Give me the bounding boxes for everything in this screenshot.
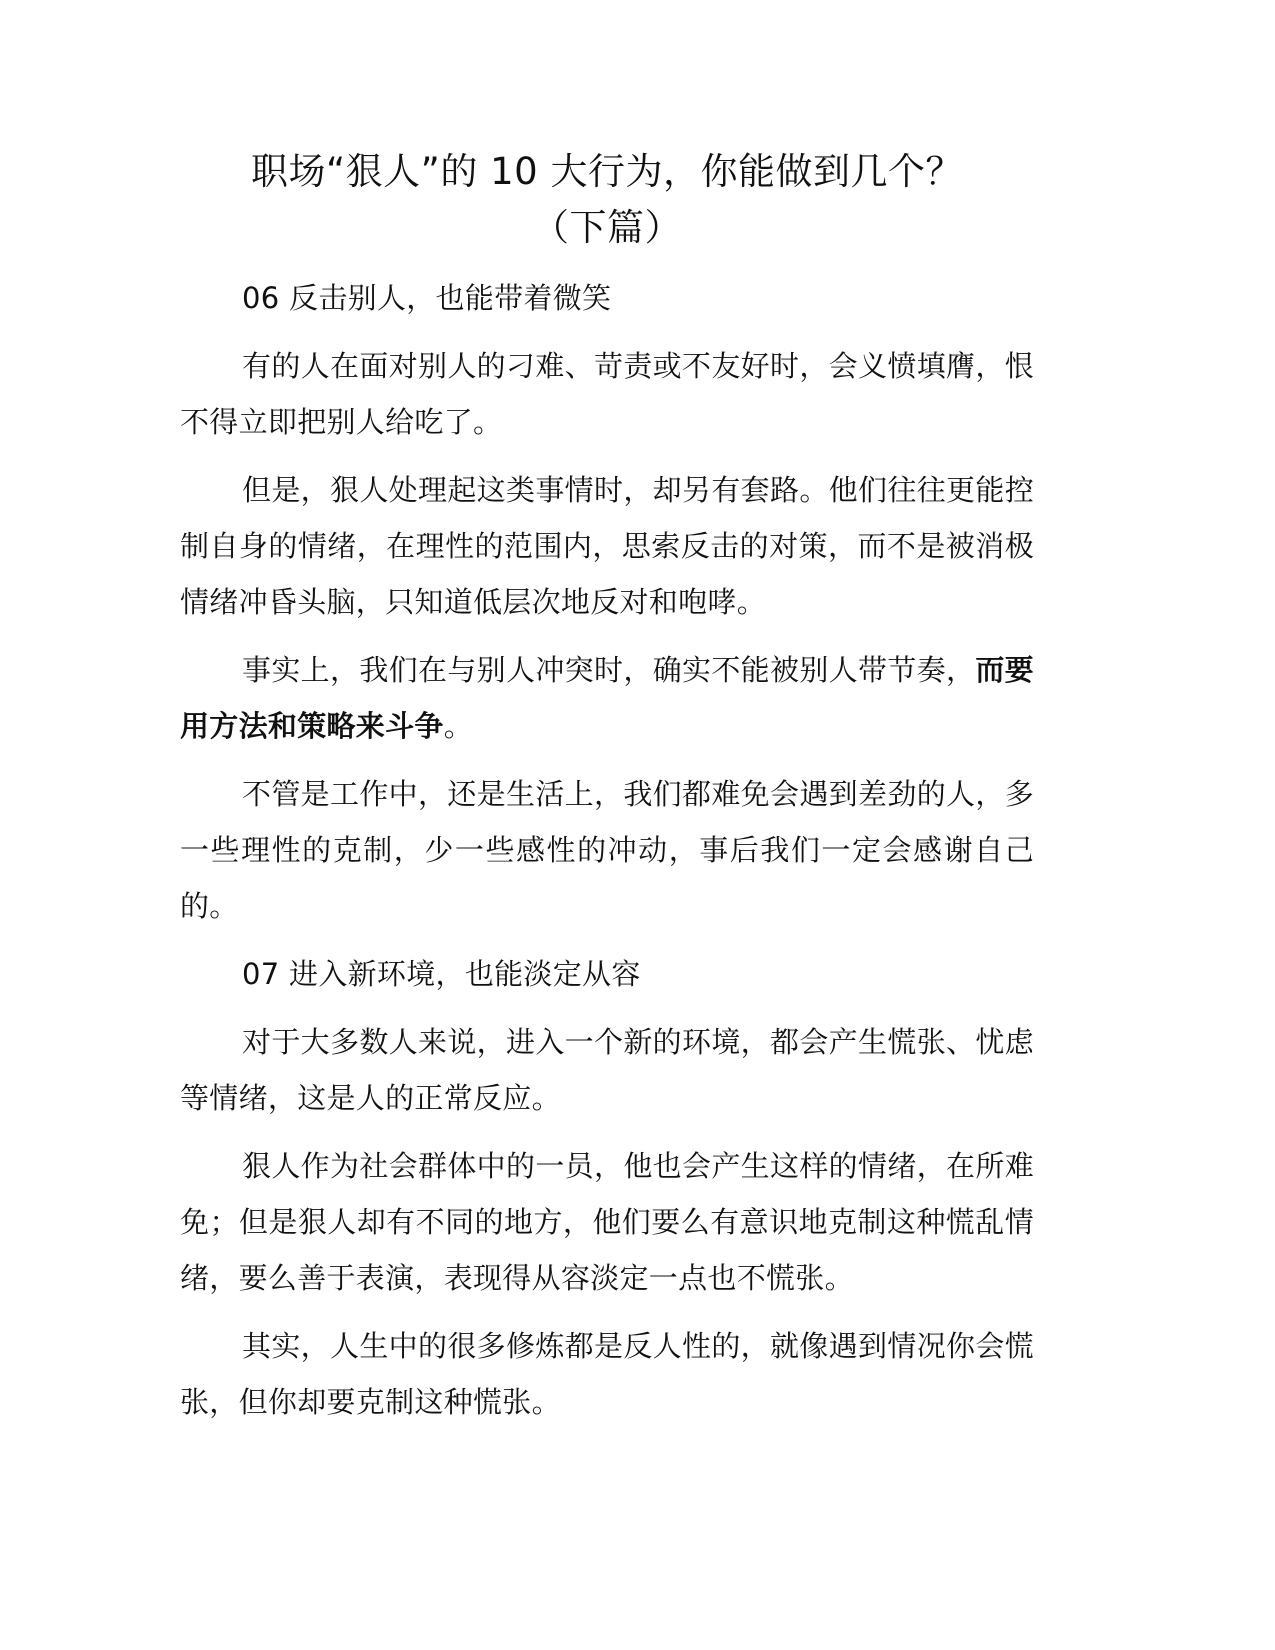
paragraph-text: 不管是工作中，还是生活上，我们都难免会遇到差劲的人，多一些理性的克制，少一些感性的冲动，事后我们一定会感谢自己的。 [180,777,1034,923]
paragraph-text: 事实上，我们在与别人冲突时，确实不能被别人带节奏， [242,653,976,687]
bold-emphasis: 而要用方法和策略来斗争 [180,653,1034,743]
section-heading-06 [180,270,1034,326]
section-heading-07 [180,946,1034,1002]
document-page [180,144,1034,1442]
paragraph-text: 06 反击别人，也能带着微笑 [242,281,612,315]
paragraph-text: 对于大多数人来说，进入一个新的环境，都会产生慌张、忧虑等情绪，这是人的正常反应。 [180,1025,1034,1115]
paragraph [180,1318,1034,1430]
paragraph [180,462,1034,630]
document-title [180,144,1034,256]
paragraph [180,1138,1034,1306]
paragraph-text: 07 进入新环境，也能淡定从容 [242,957,641,991]
paragraph-text: 有的人在面对别人的刁难、苛责或不友好时，会义愤填膺，恨不得立即把别人给吃了。 [180,349,1034,439]
title-line-2: （下篇） [532,206,682,249]
title-line-1: 职场“狠人”的 10 大行为，你能做到几个？ [251,150,963,193]
paragraph [180,766,1034,934]
paragraph [180,1014,1034,1126]
paragraph-tail: 。 [443,709,474,743]
paragraph [180,338,1034,450]
paragraph-text: 其实，人生中的很多修炼都是反人性的，就像遇到情况你会慌张，但你却要克制这种慌张。 [180,1329,1034,1419]
paragraph [180,642,1034,754]
paragraph-text: 狠人作为社会群体中的一员，他也会产生这样的情绪，在所难免；但是狠人却有不同的地方，他们要么有意识地克制这种慌乱情绪，要么善于表演，表现得从容淡定一点也不慌张。 [180,1149,1034,1295]
paragraph-text: 但是，狠人处理起这类事情时，却另有套路。他们往往更能控制自身的情绪，在理性的范围内，思索反击的对策，而不是被消极情绪冲昏头脑，只知道低层次地反对和咆哮。 [180,473,1034,619]
